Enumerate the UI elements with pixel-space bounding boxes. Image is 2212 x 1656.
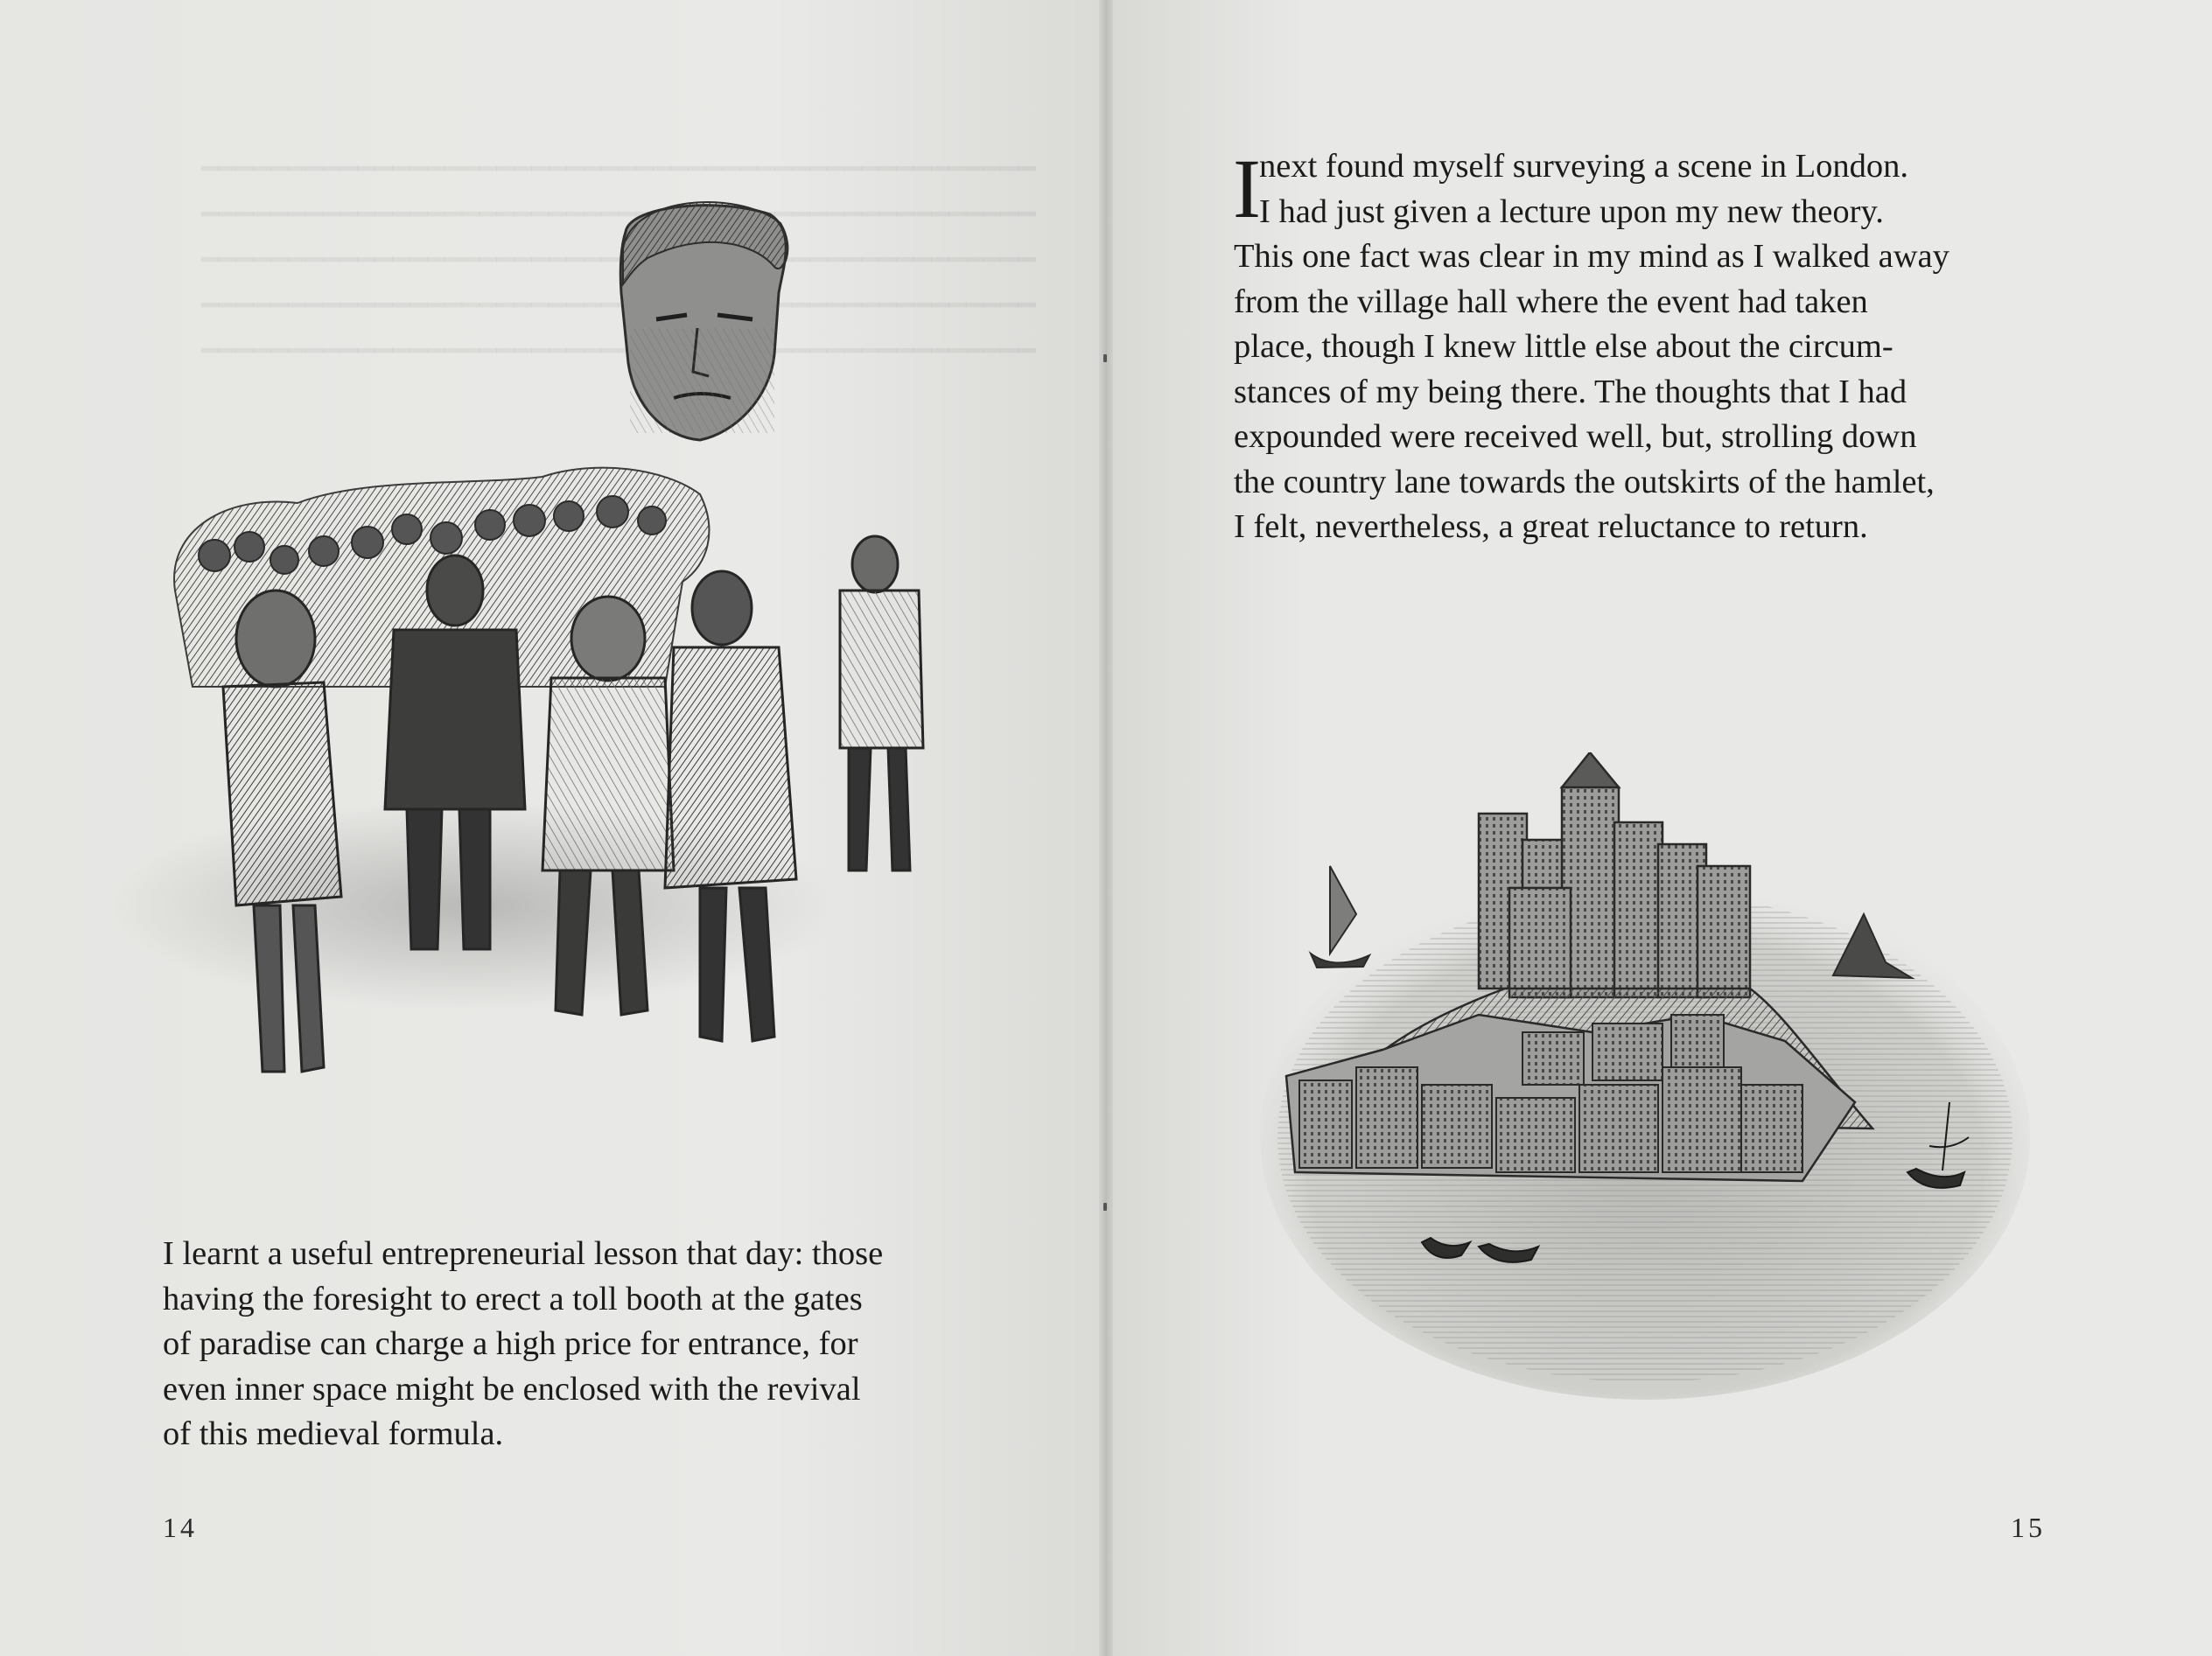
paragraph-line: place, though I knew little else about the circum- [1234,328,1894,365]
paragraph-line: expounded were received well, but, strolling down [1234,418,1917,455]
paragraph-line: stances of my being there. The thoughts that I had [1234,373,1908,410]
paragraph-line: I felt, nevertheless, a great reluctance to return. [1234,508,1868,545]
paragraph-line: the country lane towards the outskirts of the hamlet, [1234,463,1935,500]
island-city-illustration [1260,752,2048,1400]
caption-line: I learnt a useful entrepreneurial lesson that day: those [163,1235,884,1272]
page-number-left: 14 [163,1512,198,1543]
paragraph-line: This one fact was clear in my mind as I walked away [1234,238,1950,275]
paragraph-line: next found myself surveying a scene in London. [1259,148,1909,185]
page-number-right: 15 [2011,1512,2046,1543]
caption-line: of paradise can charge a high price for entrance, for [163,1325,858,1362]
opening-paragraph [1234,144,1950,550]
caption-line: of this medieval formula. [163,1415,504,1452]
caption-line: even inner space might be enclosed with the revival [163,1370,861,1408]
paragraph-line: from the village hall where the event had taken [1234,283,1868,320]
left-caption [163,1232,883,1457]
floating-head-illustration [620,202,788,440]
crowd-illustration [105,197,989,1124]
caption-line: having the foresight to erect a toll booth at the gates [163,1280,863,1317]
drop-cap: I [1233,142,1261,235]
binding-stitch [1103,354,1107,362]
book-gutter [1099,0,1113,1656]
paragraph-line: I had just given a lecture upon my new theory. [1259,192,1884,230]
binding-stitch [1103,1203,1107,1211]
